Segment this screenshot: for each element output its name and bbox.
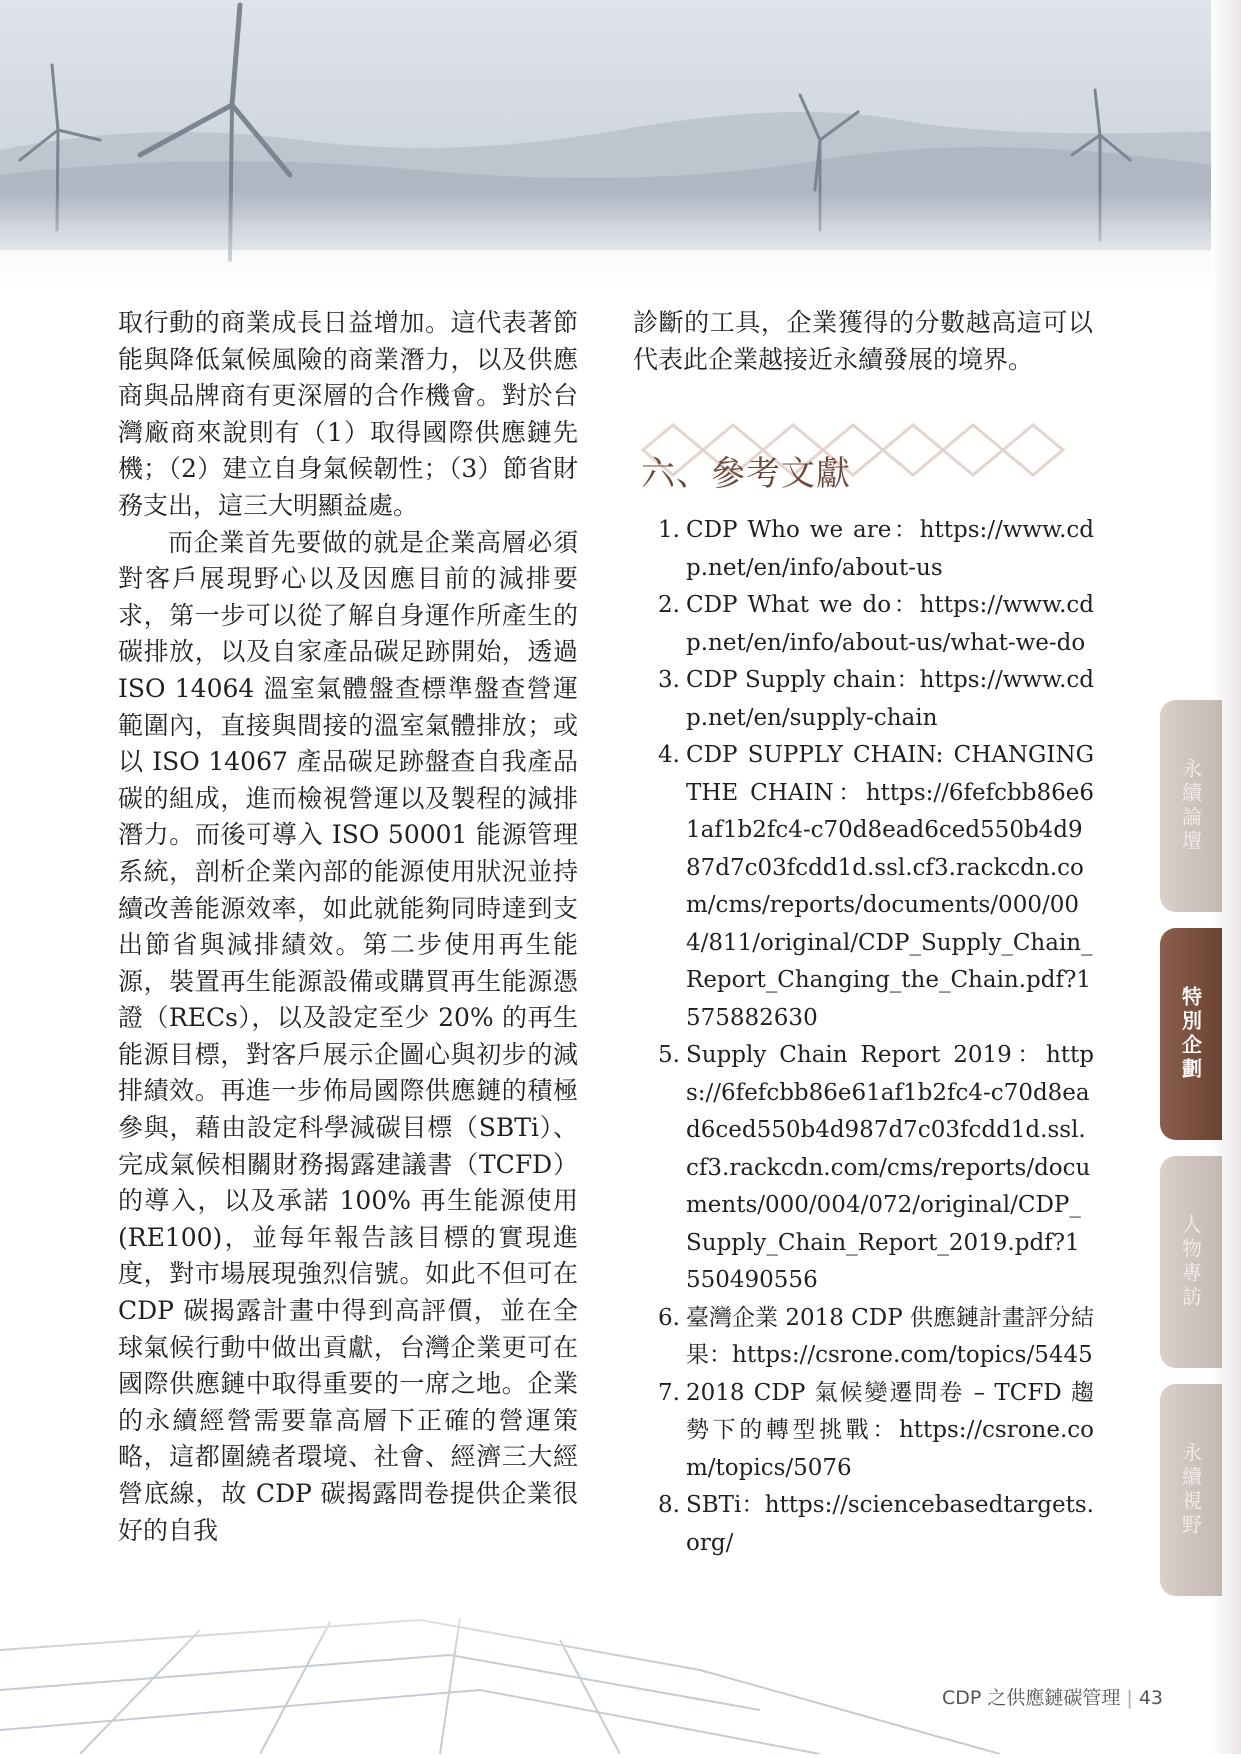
body-paragraph-3: 診斷的工具，企業獲得的分數越高這可以代表此企業越接近永續發展的境界。 — [633, 308, 1093, 374]
section-heading — [633, 420, 1093, 500]
footer-separator: | — [1126, 1687, 1133, 1709]
tab-sustainability-vision[interactable]: 永續視野 — [1160, 1384, 1222, 1596]
reference-item: 1. CDP Who we are：https://www.cdp.net/en/info/about-us — [658, 517, 1094, 581]
reference-item: 2. CDP What we do：https://www.cdp.net/en/info/about-us/what-we-do — [658, 592, 1094, 656]
reference-list — [658, 512, 1094, 1562]
page-number: 43 — [1138, 1687, 1163, 1709]
section-title: 六、參考文獻 — [641, 454, 851, 494]
reference-item: 8. SBTi：https://sciencebasedtargets.org/ — [658, 1492, 1094, 1556]
tab-interview[interactable]: 人物專訪 — [1160, 1156, 1222, 1368]
tab-sustainability-forum[interactable]: 永續論壇 — [1160, 700, 1222, 912]
page-footer — [942, 1683, 1163, 1710]
body-paragraph-1: 取行動的商業成長日益增加。這代表著節能與降低氣候風險的商業潛力，以及供應商與品牌商有更深層的合作機會。對於台灣廠商來說則有（1）取得國際供應鏈先機；（2）建立自身氣候韌性；（3）節省財務支出，這三大明顯益處。 — [118, 308, 578, 520]
header-banner-image — [0, 0, 1241, 300]
reference-item: 5. Supply Chain Report 2019：https://6fefcbb86e61af1b2fc4-c70d8ead6ced550b4d987d7c03fcdd1d.ssl.cf3.rackcdn.com/cms/reports/documents/000/004/072/original/CDP_Supply_Chain_Report_2019.pdf?1550490556 — [658, 1042, 1094, 1293]
tab-special-feature[interactable]: 特別企劃 — [1160, 928, 1222, 1140]
reference-item: 4. CDP SUPPLY CHAIN: CHANGING THE CHAIN：https://6fefcbb86e61af1b2fc4-c70d8ead6ced550b4d987d7c03fcdd1d.ssl.cf3.rackcdn.com/cms/reports/documents/000/004/811/original/CDP_Supply_Chain_Report_Changing_the_Chain.pdf?1575882630 — [658, 742, 1094, 1031]
right-column — [633, 305, 1093, 378]
footer-background-image — [0, 1560, 1241, 1754]
body-paragraph-2: 而企業首先要做的就是企業高層必須對客戶展現野心以及因應目前的減排要求，第一步可以從了解自身運作所產生的碳排放，以及自家產品碳足跡開始，透過 ISO 14064 溫室氣體盤查標準盤查營運範圍內，直接與間接的溫室氣體排放；或以 ISO 14067 產品碳足跡盤查自我產品碳的組成，進而檢視營運以及製程的減排潛力。而後可導入 ISO 50001 能源管理系統，剖析企業內部的能源使用狀況並持續改善能源效率，如此就能夠同時達到支出節省與減排績效。第二步使用再生能源，裝置再生能源設備或購買再生能源憑證（RECs），以及設定至少 20% 的再生能源目標，對客戶展示企圖心與初步的減排績效。再進一步佈局國際供應鏈的積極參與，藉由設定科學減碳目標（SBTi）、完成氣候相關財務揭露建議書（TCFD）的導入，以及承諾 100% 再生能源使用 (RE100)，並每年報告該目標的實現進度，對市場展現強烈信號。如此不但可在 CDP 碳揭露計畫中得到高評價，並在全球氣候行動中做出貢獻，台灣企業更可在國際供應鏈中取得重要的一席之地。企業的永續經營需要靠高層下正確的營運策略，這都圍繞者環境、社會、經濟三大經營底線，故 CDP 碳揭露問卷提供企業很好的自我 — [118, 527, 578, 1545]
left-column — [118, 305, 578, 1549]
reference-item: 3. CDP Supply chain：https://www.cdp.net/en/supply-chain — [658, 667, 1094, 731]
reference-item: 6. 臺灣企業 2018 CDP 供應鏈計畫評分結果：https://csrone.com/topics/5445 — [658, 1304, 1094, 1368]
reference-item: 7. 2018 CDP 氣候變遷問卷 – TCFD 趨勢下的轉型挑戰：https://csrone.com/topics/5076 — [658, 1379, 1094, 1481]
footer-title: CDP 之供應鏈碳管理 — [942, 1687, 1121, 1709]
